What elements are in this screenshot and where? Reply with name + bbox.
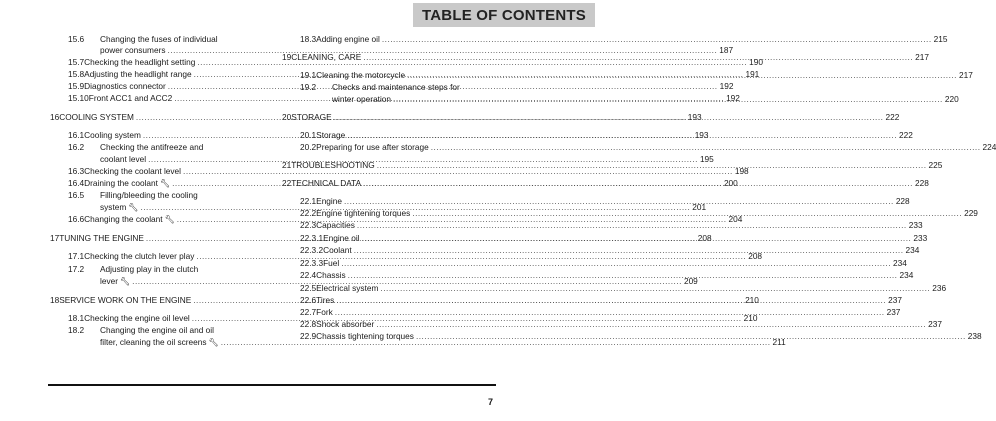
entry-number: 18.2 <box>68 325 85 335</box>
entry-title: filter, cleaning the oil screens <box>100 337 207 347</box>
dot-leader <box>347 130 897 141</box>
toc-entry[interactable] <box>300 283 947 294</box>
dot-leader <box>377 160 927 171</box>
entry-page: 209 <box>683 276 698 286</box>
entry-title: Checking the engine oil level <box>84 313 190 323</box>
entry-title: Adjusting the headlight range <box>84 69 192 79</box>
entry-number: 19.2 <box>300 82 317 92</box>
dot-leader <box>407 70 957 81</box>
toc-entry[interactable] <box>300 34 948 45</box>
entry-number: 22.7 <box>300 307 317 317</box>
entry-number: 22.1 <box>300 196 317 206</box>
entry-number: 18.3 <box>300 34 317 44</box>
entry-number: 19.1 <box>300 70 317 80</box>
entry-number: 16.1 <box>68 130 85 140</box>
entry-title: Preparing for use after storage <box>316 142 429 152</box>
entry-title: Changing the engine oil and oil <box>100 325 214 335</box>
entry-title: Changing the fuses of individual <box>100 34 218 44</box>
entry-page: 187 <box>719 45 734 55</box>
dot-leader <box>393 94 943 105</box>
entry-number: 20.2 <box>300 142 317 152</box>
entry-title: Checks and maintenance steps for <box>332 82 460 92</box>
entry-title: Fork <box>316 307 333 317</box>
dot-leader <box>336 295 886 306</box>
entry-title: Cleaning the motorcycle <box>316 70 406 80</box>
entry-title: Filling/bleeding the cooling <box>100 190 198 200</box>
chapter-number: 17 <box>50 233 60 243</box>
entry-page: 233 <box>908 220 923 230</box>
entry-number: 16.4 <box>68 178 85 188</box>
entry-page: 236 <box>932 283 947 293</box>
dot-leader <box>341 258 891 269</box>
entry-number: 22.8 <box>300 319 317 329</box>
toc-entry[interactable] <box>68 251 763 262</box>
dot-leader <box>412 208 962 219</box>
entry-title: lever <box>100 276 118 286</box>
page-title: TABLE OF CONTENTS <box>422 6 586 24</box>
entry-page: 237 <box>928 319 942 329</box>
entry-page: 200 <box>723 178 738 188</box>
dot-leader <box>376 319 926 330</box>
wrench-icon: 🔧︎ <box>208 338 219 347</box>
chapter-title: TROUBLESHOOTING <box>291 160 375 170</box>
chapter-title: SERVICE WORK ON THE ENGINE <box>59 295 192 305</box>
entry-page: 220 <box>944 94 959 104</box>
footer-rule <box>48 384 496 386</box>
chapter-title: COOLING SYSTEM <box>59 112 134 122</box>
chapter-page: 210 <box>745 295 759 305</box>
entry-title: power consumers <box>100 45 166 55</box>
chapter-number: 20 <box>282 112 292 122</box>
entry-page: 229 <box>964 208 978 218</box>
entry-title: Engine oil <box>323 233 360 243</box>
entry-page: 237 <box>888 295 902 305</box>
entry-page: 217 <box>958 70 973 80</box>
wrench-icon: 🔧︎ <box>164 215 175 224</box>
entry-page: 222 <box>899 130 913 140</box>
entry-page: 210 <box>743 313 758 323</box>
entry-title: Changing the coolant <box>84 214 163 224</box>
chapter-page: 228 <box>914 178 929 188</box>
toc-entry[interactable] <box>300 82 496 93</box>
toc-entry-continued[interactable] <box>100 337 786 348</box>
entry-page: 195 <box>699 154 714 164</box>
chapter-page: 208 <box>697 233 712 243</box>
dot-leader <box>362 233 912 244</box>
entry-page: 234 <box>899 270 914 280</box>
dot-leader <box>354 245 904 256</box>
entry-page: 228 <box>895 196 910 206</box>
toc-entry[interactable] <box>68 325 268 336</box>
entry-page: 190 <box>749 57 763 67</box>
entry-number: 17.2 <box>68 264 85 274</box>
entry-page: 237 <box>886 307 901 317</box>
chapter-number: 16 <box>50 112 60 122</box>
dot-leader <box>348 270 898 281</box>
entry-number: 16.6 <box>68 214 85 224</box>
chapter-page: 222 <box>885 112 900 122</box>
entry-page: 201 <box>692 202 707 212</box>
toc-entry[interactable] <box>68 142 268 153</box>
chapter-page: 217 <box>915 52 929 62</box>
chapter-number: 18 <box>50 295 60 305</box>
entry-title: Chassis <box>316 270 346 280</box>
entry-number: 15.7 <box>68 57 85 67</box>
dot-leader <box>344 196 894 207</box>
entry-page: 233 <box>913 233 928 243</box>
entry-title: Checking the coolant level <box>84 166 182 176</box>
entry-title: Adding engine oil <box>316 34 380 44</box>
entry-title: Checking the antifreeze and <box>100 142 204 152</box>
chapter-title: CLEANING, CARE <box>291 52 362 62</box>
entry-page: 234 <box>905 245 920 255</box>
page-number: 7 <box>488 397 494 407</box>
entry-title: system <box>100 202 127 212</box>
dot-leader <box>363 52 913 63</box>
entry-title: Engine tightening torques <box>316 208 411 218</box>
entry-number: 22.5 <box>300 283 317 293</box>
dot-leader <box>357 220 907 231</box>
dot-leader <box>382 34 932 45</box>
entry-number: 22.2 <box>300 208 317 218</box>
chapter-title: STORAGE <box>291 112 332 122</box>
entry-number: 16.3 <box>68 166 85 176</box>
entry-page: 191 <box>745 69 760 79</box>
entry-page: 215 <box>933 34 948 44</box>
toc-entry[interactable] <box>300 319 942 330</box>
entry-page: 193 <box>694 130 709 140</box>
entry-title: Checking the clutch lever play <box>84 251 195 261</box>
entry-title: Engine <box>316 196 342 206</box>
entry-number: 18.1 <box>68 313 85 323</box>
entry-page: 198 <box>734 166 749 176</box>
entry-number: 22.3 <box>300 220 317 230</box>
entry-title: Diagnostics connector <box>84 81 166 91</box>
entry-number: 22.3.3 <box>300 258 324 268</box>
wrench-icon: 🔧︎ <box>128 203 139 212</box>
entry-number: 16.2 <box>68 142 85 152</box>
entry-title: Tires <box>316 295 335 305</box>
entry-number: 15.9 <box>68 81 85 91</box>
entry-title: Cooling system <box>84 130 141 140</box>
wrench-icon: 🔧︎ <box>119 277 131 286</box>
entry-title: Fuel <box>323 258 340 268</box>
entry-title: Capacities <box>316 220 355 230</box>
entry-page: 234 <box>893 258 907 268</box>
toc-entry-continued[interactable] <box>100 45 734 56</box>
chapter-title: TECHNICAL DATA <box>291 178 362 188</box>
entry-title: Coolant <box>323 245 352 255</box>
entry-number: 22.3.1 <box>300 233 324 243</box>
toc-entry[interactable] <box>68 190 268 201</box>
entry-number: 22.3.2 <box>300 245 324 255</box>
entry-number: 15.10 <box>68 93 89 103</box>
entry-title: Adjusting play in the clutch <box>100 264 199 274</box>
section-header-bar <box>413 3 595 27</box>
entry-title: Storage <box>316 130 346 140</box>
entry-title: Shock absorber <box>316 319 375 329</box>
entry-page: 192 <box>726 93 740 103</box>
dot-leader <box>335 307 885 318</box>
chapter-page: 225 <box>928 160 943 170</box>
entry-number: 15.6 <box>68 34 85 44</box>
toc-entry[interactable] <box>68 166 749 177</box>
entry-title: Front ACC1 and ACC2 <box>88 93 173 103</box>
entry-number: 16.5 <box>68 190 85 200</box>
entry-title: Electrical system <box>316 283 379 293</box>
dot-leader <box>431 142 981 153</box>
entry-title: Draining the coolant <box>84 178 158 188</box>
entry-title: Checking the headlight setting <box>84 57 196 67</box>
toc-entry[interactable] <box>68 264 268 275</box>
dot-leader <box>416 331 966 342</box>
dot-leader <box>363 178 913 189</box>
entry-title: coolant level <box>100 154 147 164</box>
entry-page: 224 <box>982 142 996 152</box>
chapter-page: 193 <box>687 112 702 122</box>
entry-number: 17.1 <box>68 251 85 261</box>
chapter-number: 22 <box>282 178 292 188</box>
entry-page: 192 <box>719 81 734 91</box>
entry-page: 211 <box>772 337 786 347</box>
dot-leader <box>380 283 930 294</box>
toc-entry-continued[interactable] <box>100 276 698 287</box>
wrench-icon: 🔧︎ <box>159 179 171 188</box>
entry-title: winter operation <box>332 94 392 104</box>
entry-title: Chassis tightening torques <box>316 331 414 341</box>
entry-number: 20.1 <box>300 130 317 140</box>
entry-page: 204 <box>728 214 743 224</box>
toc-entry[interactable] <box>300 220 923 231</box>
toc-entry[interactable] <box>300 70 973 81</box>
chapter-number: 21 <box>282 160 292 170</box>
toc-entry[interactable] <box>68 34 268 45</box>
entry-number: 22.6 <box>300 295 317 305</box>
entry-page: 208 <box>748 251 763 261</box>
chapter-number: 19 <box>282 52 292 62</box>
entry-page: 238 <box>967 331 982 341</box>
entry-number: 15.8 <box>68 69 85 79</box>
entry-number: 22.9 <box>300 331 317 341</box>
chapter-title: TUNING THE ENGINE <box>59 233 144 243</box>
toc-entry[interactable] <box>300 142 996 153</box>
dot-leader <box>334 112 884 123</box>
toc-entry[interactable] <box>300 258 907 269</box>
entry-number: 22.4 <box>300 270 317 280</box>
